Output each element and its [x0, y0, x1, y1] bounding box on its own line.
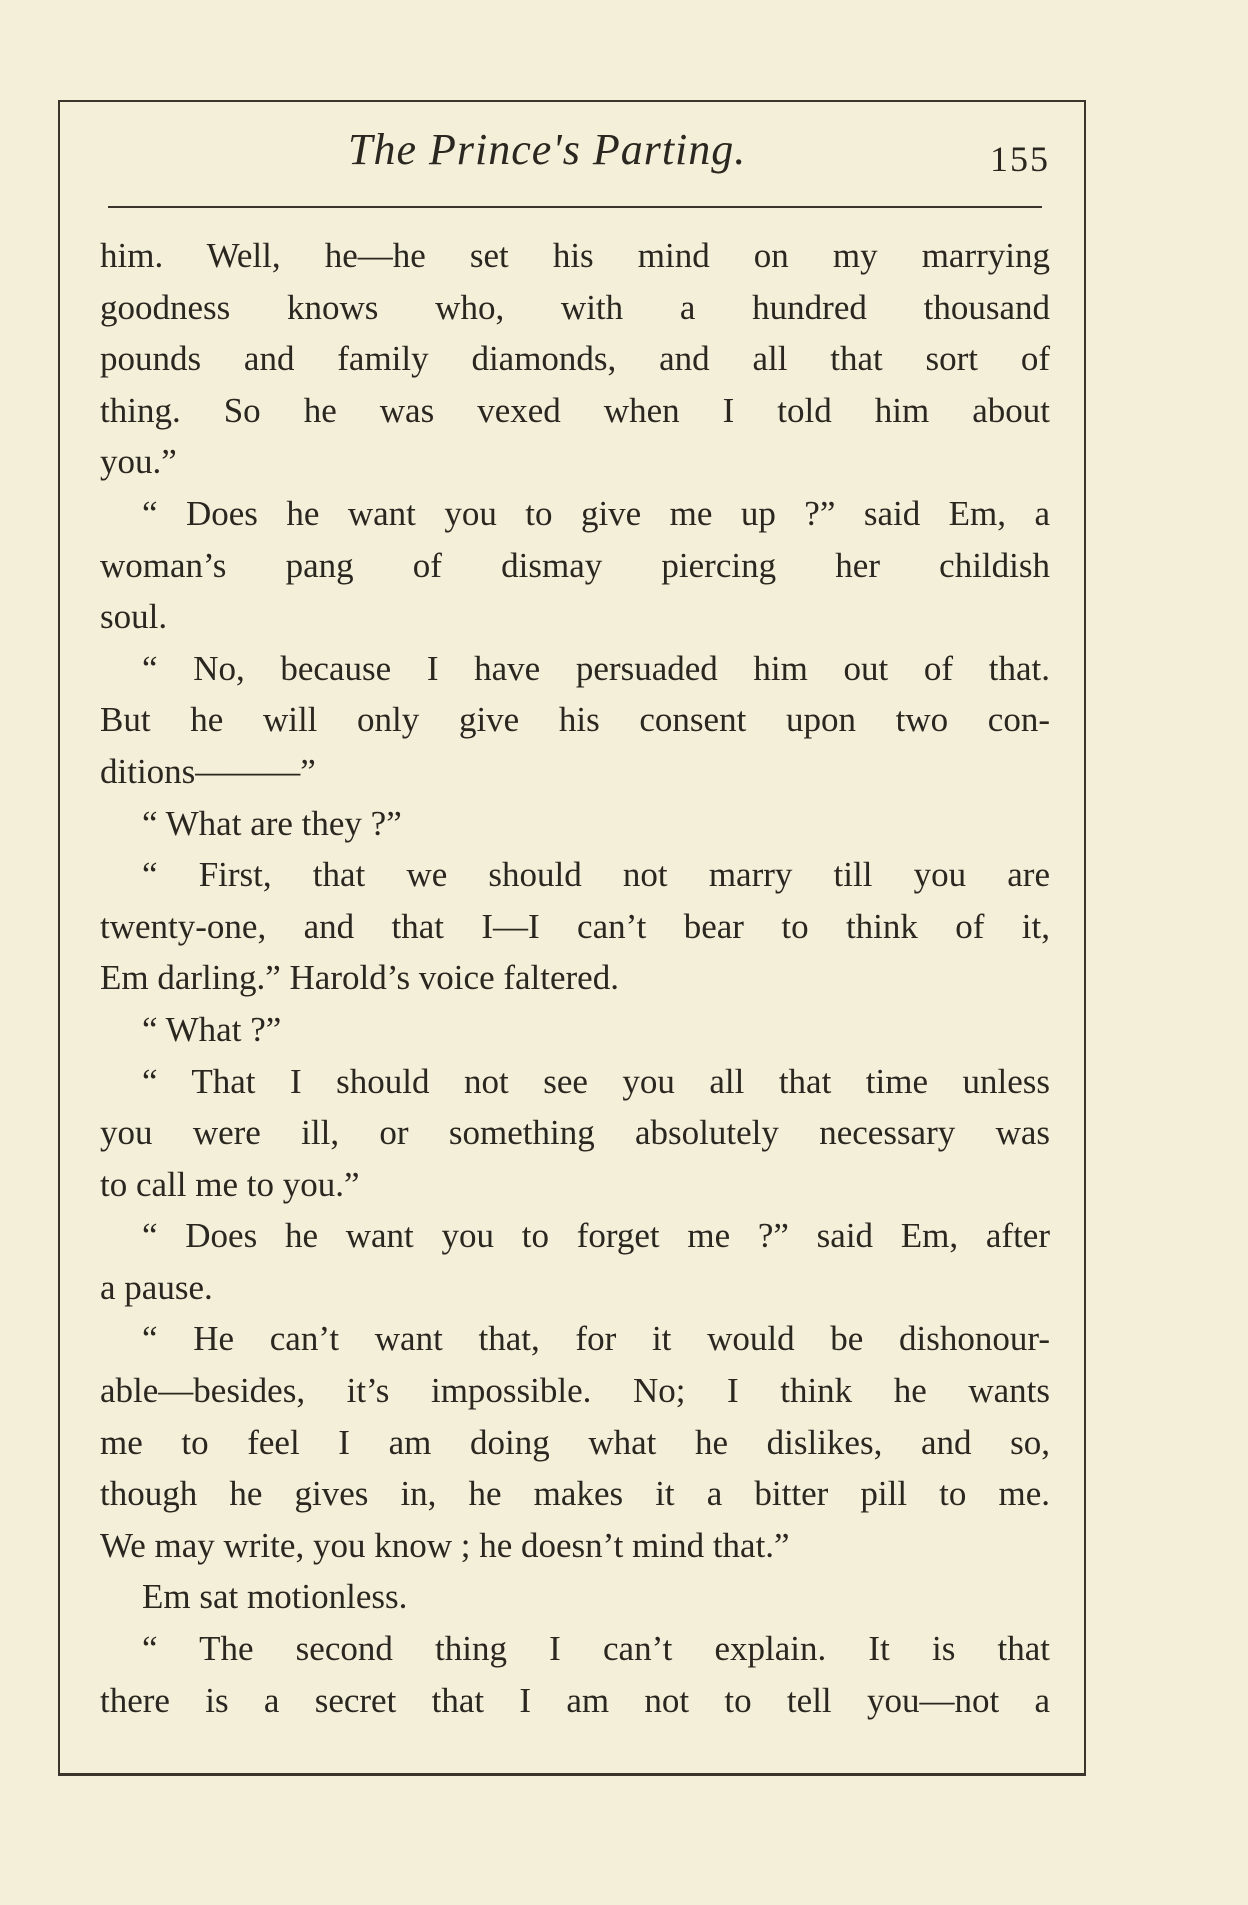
text-line: “ Does he want you to forget me ?” said Em, after [142, 1216, 1050, 1256]
text-line: ditions———” [100, 751, 316, 791]
text-line: “ He can’t want that, for it would be dishonour- [142, 1319, 1050, 1359]
text-line: Em sat motionless. [142, 1577, 408, 1617]
page-header [100, 122, 1050, 192]
text-line: But he will only give his consent upon two con- [100, 700, 1050, 740]
text-line: “ The second thing I can’t explain. It is that [142, 1629, 1050, 1669]
text-line: thing. So he was vexed when I told him about [100, 390, 1050, 430]
text-line: you were ill, or something absolutely necessary was [100, 1113, 1050, 1153]
text-line: woman’s pang of dismay piercing her childish [100, 545, 1050, 585]
text-line: We may write, you know ; he doesn’t mind that.” [100, 1525, 790, 1565]
text-line: “ No, because I have persuaded him out of that. [142, 648, 1050, 688]
text-line: a pause. [100, 1267, 213, 1307]
text-line: twenty-one, and that I—I can’t bear to think of it, [100, 906, 1050, 946]
text-line: “ First, that we should not marry till you are [142, 855, 1050, 895]
text-line: to call me to you.” [100, 1164, 360, 1204]
text-line: you.” [100, 442, 177, 482]
page-number: 155 [990, 139, 1050, 179]
text-line: me to feel I am doing what he dislikes, and so, [100, 1422, 1050, 1462]
text-line: “ Does he want you to give me up ?” said Em, a [142, 493, 1050, 533]
body-text [100, 230, 1050, 1726]
text-line: pounds and family diamonds, and all that sort of [100, 339, 1050, 379]
running-title: The Prince's Parting. [348, 125, 747, 174]
text-line: “ What are they ?” [142, 803, 402, 843]
text-line: soul. [100, 597, 168, 637]
text-line: “ That I should not see you all that time unless [142, 1061, 1050, 1101]
text-line: though he gives in, he makes it a bitter pill to me. [100, 1474, 1050, 1514]
text-line: there is a secret that I am not to tell you—not a [100, 1680, 1050, 1720]
header-rule [108, 206, 1042, 208]
text-line: goodness knows who, with a hundred thousand [100, 287, 1050, 327]
text-line: Em darling.” Harold’s voice faltered. [100, 958, 619, 998]
text-line: him. Well, he—he set his mind on my marrying [100, 236, 1050, 275]
text-line: able—besides, it’s impossible. No; I think he wants [100, 1371, 1050, 1411]
text-line: “ What ?” [142, 1009, 282, 1049]
